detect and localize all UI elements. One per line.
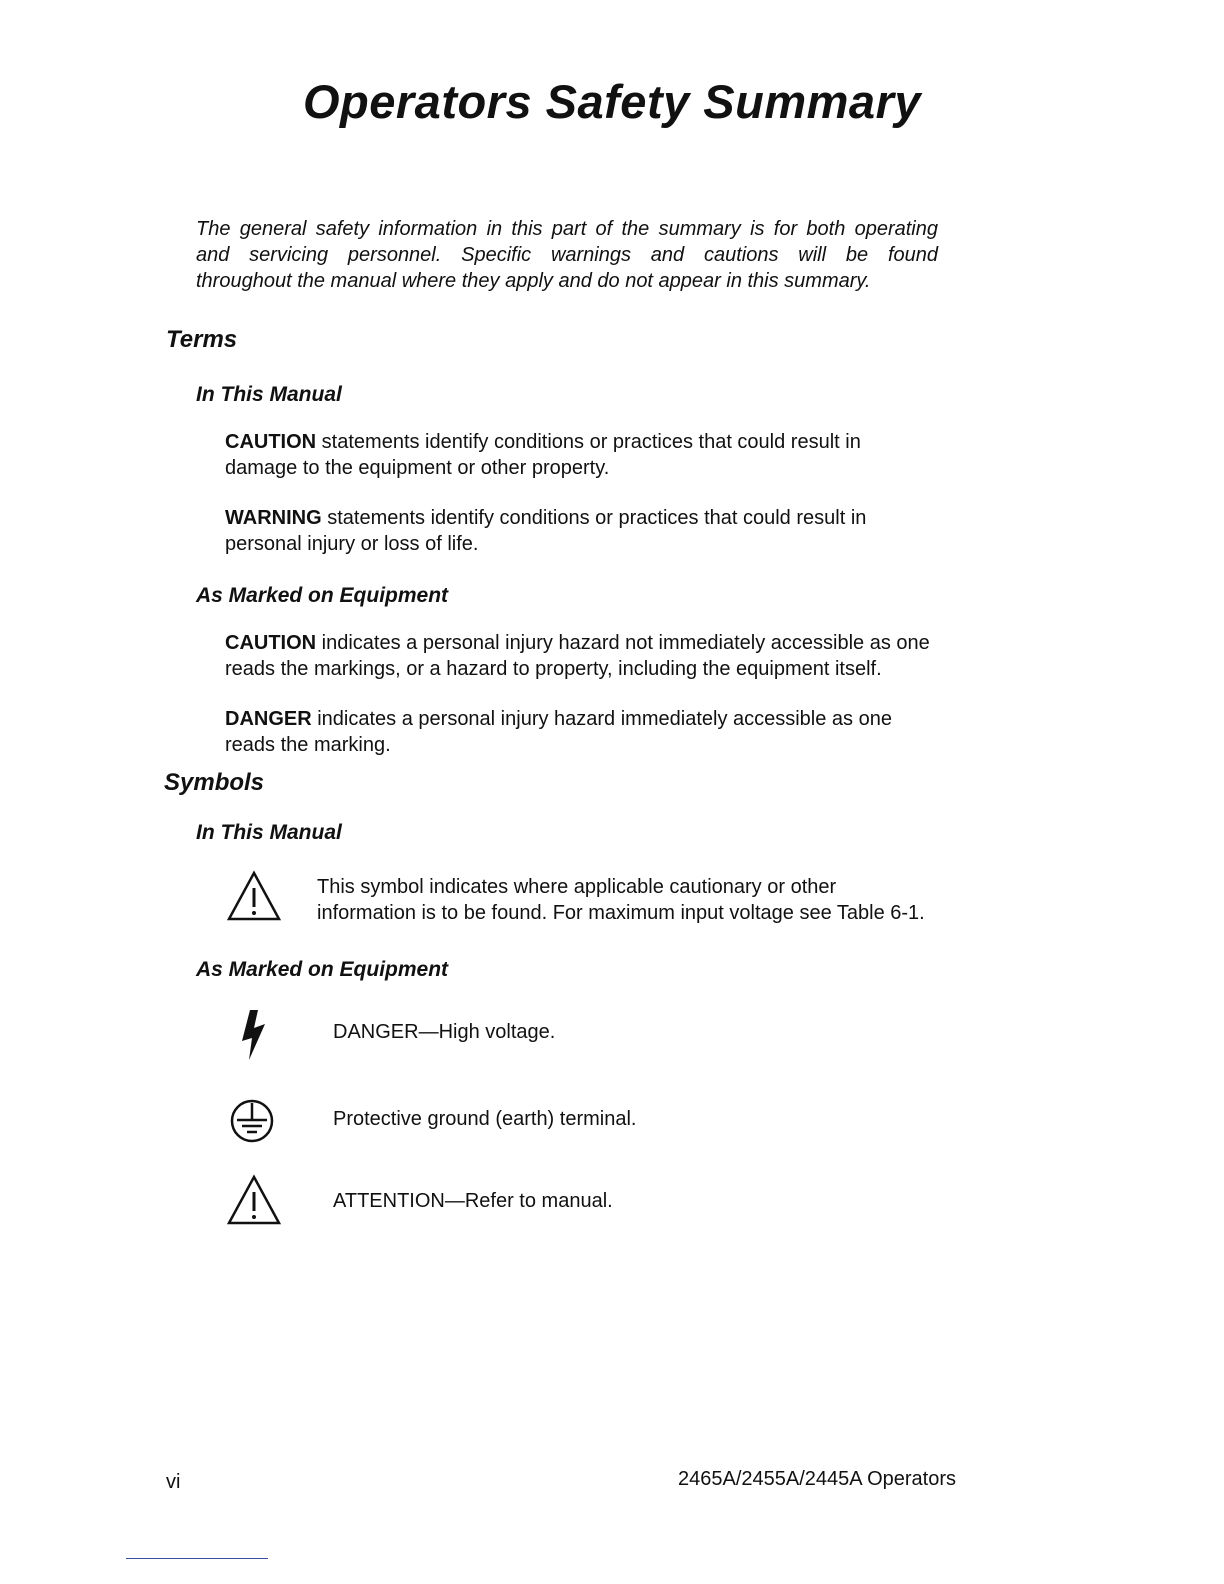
equipment-caution-paragraph (225, 630, 930, 682)
symbols-on-equipment-heading: As Marked on Equipment (196, 958, 449, 981)
intro-line: and servicing personnel. Specific warnings and cautions will be found (196, 244, 938, 266)
intro-line: The general safety information in this part of the summary is for both operating (196, 218, 938, 240)
attention-label: ATTENTION—Refer to manual. (333, 1190, 613, 1212)
caution-keyword: CAUTION (225, 632, 317, 654)
caution-triangle-icon (226, 870, 282, 922)
danger-keyword: DANGER (225, 708, 312, 730)
protective-ground-icon (229, 1098, 275, 1144)
symbol-description-line: This symbol indicates where applicable cautionary or other (317, 876, 837, 898)
protective-ground-label: Protective ground (earth) terminal. (333, 1108, 637, 1130)
terms-on-equipment-heading: As Marked on Equipment (196, 584, 449, 607)
intro-paragraph (196, 216, 938, 294)
bottom-rule (126, 1558, 268, 1559)
symbols-heading: Symbols (164, 769, 265, 796)
equipment-danger-paragraph (225, 706, 892, 758)
manual-title: 2465A/2455A/2445A Operators (678, 1468, 956, 1490)
terms-caution-paragraph (225, 429, 861, 481)
intro-line: throughout the manual where they apply and do not appear in this summary. (196, 270, 871, 292)
page-number: vi (166, 1471, 181, 1493)
danger-text: indicates a personal injury hazard immediately accessible as one (317, 708, 892, 730)
terms-heading: Terms (166, 326, 238, 353)
warning-keyword: WARNING (225, 507, 322, 529)
caution-text: damage to the equipment or other property. (225, 457, 610, 479)
caution-keyword: CAUTION (225, 431, 317, 453)
attention-triangle-icon (226, 1174, 282, 1226)
high-voltage-icon (238, 1008, 270, 1062)
terms-in-manual-heading: In This Manual (196, 383, 342, 406)
terms-warning-paragraph (225, 505, 866, 557)
warning-text: personal injury or loss of life. (225, 533, 479, 555)
warning-text: statements identify conditions or practices that could result in (327, 507, 867, 529)
page-title: Operators Safety Summary (302, 75, 922, 128)
high-voltage-label: DANGER—High voltage. (333, 1021, 556, 1043)
symbols-in-manual-heading: In This Manual (196, 821, 342, 844)
danger-text: reads the marking. (225, 734, 391, 756)
symbol-description-line: information is to be found. For maximum input voltage see Table 6-1. (317, 902, 925, 924)
caution-text: indicates a personal injury hazard not immediately accessible as one (321, 632, 930, 654)
caution-text: reads the markings, or a hazard to property, including the equipment itself. (225, 658, 882, 680)
caution-text: statements identify conditions or practices that could result in (321, 431, 861, 453)
symbol-description (317, 874, 925, 926)
